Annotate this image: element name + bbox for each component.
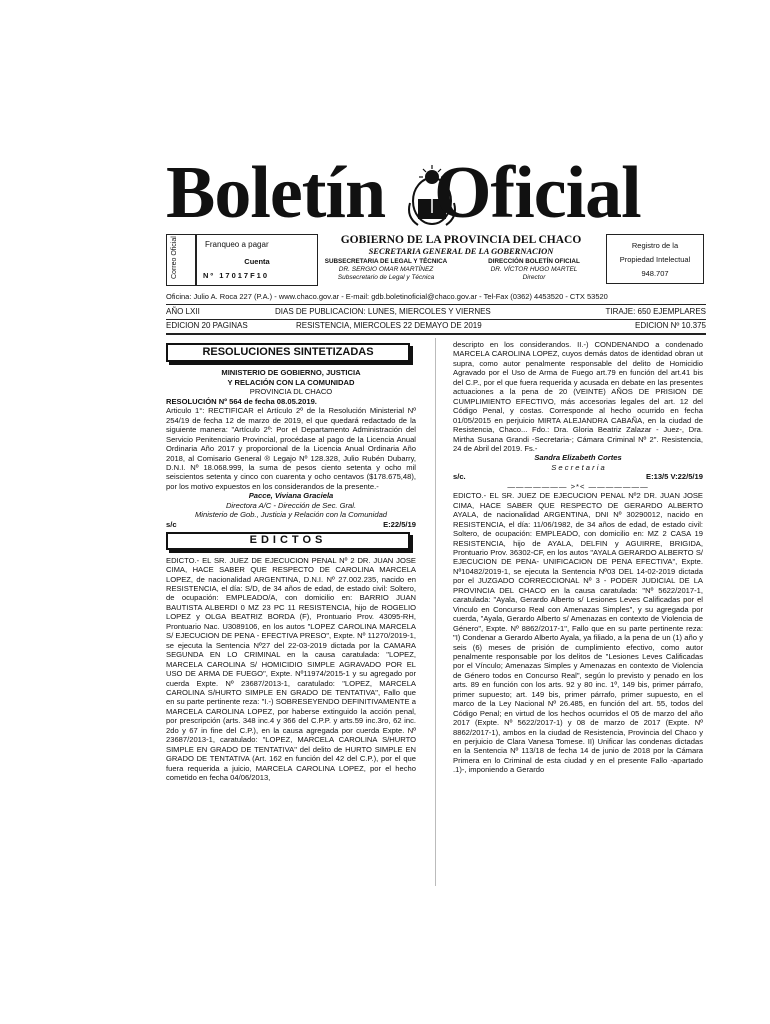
registro-line3: 948.707 [641, 269, 669, 278]
right-column [453, 340, 703, 775]
correo-oficial-label: Correo Oficial [171, 236, 178, 279]
column-separator [435, 338, 436, 886]
edicto-continuation: descripto en los considerandos. II.-) CONDENANDO a condenado MARCELA CAROLINA LOPEZ, cuyos demás datos de identidad obran ut supra, como autor penalmente responsable del delito de Homicidio Agravado por el Uso de Arma de Fuego art.79 en función del art.41 bis del C.P., por el que fuera requerida y acusada en debate en las presentes actuaciones a la pena de 20 (VEINTE) AÑOS DE PRISION DE CUMPLIMIENTO EFECTIVO, más accesorias legales del art. 12 del Código Penal, y costas. Corresponde al hecho ocurrido en fecha 01/05/2015 en perjuicio MIRTA ALEJANDRA CABAÑA, en la ciudad de Resistencia, Chaco... Fdo.: Dra. Gloria Beatriz Zalazar - Juez-, Dra. Mirtha Susana Grandi -Secretaria-; Cámara Criminal Nº 2". Resistencia, 24 de Abril del 2019. Fs.- [453, 340, 703, 453]
print-run: TIRAJE: 650 EJEMPLARES [605, 307, 706, 316]
section-heading-resoluciones: RESOLUCIONES SINTETIZADAS [166, 343, 410, 362]
signature-ref: E:22/5/19 [383, 519, 416, 529]
registro-line2: Propiedad Intelectual [619, 255, 691, 264]
franqueo-title: Franqueo a pagar [205, 240, 269, 249]
edition-number: EDICION Nº 10.375 [635, 321, 706, 330]
signature-role: Directora A/C - Dirección de Sec. Gral. [225, 500, 357, 510]
edicto-text: EDICTO.- EL SR. JUEZ DE EJECUCION PENAL Nº2 DR. JUAN JOSE CIMA, HACE SABER QUE RESPECTO DE GERARDO ALBERTO AYALA, de nacionalidad ARGENTINA, DNI Nº 30290012, nacido en RESISTENCIA, el día: 11/06/1982, de 34 años de edad, de estado civil: Soltero, de ocupación: EMPLEADO, con domicilio en: MZ 2 CASA 19 RESISTENCIA, hijo de AYALA, DELFIN y AGUIRRE, BRIGIDA, Prontuario Prov. 36302-CF, en los autos "AYALA GERARDO ALBERTO S/ EJECUCION DE PENA- UNIFICACION DE PENA EFECTIVA", Expte. Nº10482/2019-1, se ejecuta la Sentencia Nº03 DEL 14-02-2019 dictada por el JUZGADO CORRECCIONAL Nº 3 - PODER JUDICIAL DE LA PROVINCIA DEL CHACO en la causa caratulada: "Nº 5622/2017-1, caratulada: "Ayala, Gerardo Alberto s/ Lesiones Leves Calificadas por el Vinculo en Concurso Real con Amenazas Simples", y su agregada por cuerda, "Ayala, Gerardo Alberto s/ Amenazas en contexto de Violencia de Género", Expte. Nº 8862/2017-1", Fallo que en su parte pertinente reza: "I) Condenar a Gerardo Alberto Ayala, ya filiado, a la pena de un (1) año y seis (6) meses de prisión de cumplimiento efectivo, como autor penalmente responsable por los delitos de "Lesiones Leves Calificadas por el Vínculo; Amenazas Simples y Amenazas en contexto de Violencia de Género todos en Concurso Real", según lo previsto y penado en los arts. 89 en función con los arts. 92 y 80 inc. 1º, 149 bis, primer párrafo, primer supuesto; art. 149 bis, primer párrafo, primer supuesto, en el marco de la Ley Nacional Nº 26.485, en función del art. 55, todos del Código Penal; en virtud de los hechos ocurridos el 05 de marzo del año 2017 (Expte. Nº 5622/2017-1) y 08 de marzo de 2017 (Expte. Nº 8862/2017-1), ambos en la ciudad de Resistencia, Provincia del Chaco y en perjuicio de Clara Vanesa Tomese. II) Unificar las condenas dictadas en la Sentencia Nº 113/18 de fecha 14 de junio de 2018 por la Cámara Primera en lo Criminal de esta ciudad y en el presente Fallo -apartado .1)-, imponiendo a Gerardo [453, 491, 703, 775]
left-column [166, 340, 416, 782]
signature-sc: s/c [166, 519, 177, 529]
ministry-line3: PROVINCIA DL CHACO [249, 387, 333, 397]
masthead [166, 152, 706, 235]
divider-rule [166, 319, 706, 320]
signature-name: Sandra Elizabeth Cortes [534, 453, 622, 463]
correo-oficial-box [166, 234, 196, 286]
direccion-block [464, 258, 604, 282]
office-contact-line: Oficina: Julio A. Roca 227 (P.A.) - www.chaco.gov.ar - E-mail: gdb.boletinoficial@chaco.gov.ar - Tel-Fax (0362) 4453520 - CTX 53520 [166, 292, 608, 301]
ministry-line1: MINISTERIO DE GOBIERNO, JUSTICIA [221, 368, 361, 378]
publication-days: DIAS DE PUBLICACION: LUNES, MIERCOLES Y VIERNES [275, 307, 491, 316]
masthead-word-left: Boletín [166, 152, 386, 234]
masthead-word-right: Oficial [434, 152, 641, 234]
direccion-title: DIRECCIÓN BOLETÍN OFICIAL [488, 258, 580, 265]
divider-rule [166, 333, 706, 335]
edition-date: RESISTENCIA, MIERCOLES 22 DEMAYO DE 2019 [296, 321, 482, 330]
franqueo-box [196, 234, 318, 286]
registro-line1: Registro de la [631, 241, 679, 250]
edicto-text: EDICTO.- EL SR. JUEZ DE EJECUCION PENAL Nº 2 DR. JUAN JOSE CIMA, HACE SABER QUE RESPECTO DE CAROLINA MARCELA LOPEZ, de nacionalidad ARGENTINA, D.N.I. Nº 27.002.235, nacido en RESISTENCIA, el día: S/D, de 34 años de edad, de estado civil: Soltero, de ocupación: EMPLEADO/A, con domicilio en: BARRIO JUAN BAUTISTA ALBERDI 0 MZ 23 PC 11 RESISTENCIA, hijo de ROGELIO LOPEZ y OLGA BEATRIZ BORDA (F), Prontuario Prov. 43095-RH, Prontuario Nac. U3089106, en los autos "LOPEZ CAROLINA MARCELA S/ EJECUCION DE PENA - EFECTIVA PRESO", Expte. Nº 11270/2019-1, se ejecuta la Sentencia Nº27 del 22-03-2019 dictada por la CAMARA SEGUNDA EN LO CRIMINAL en la causa caratulada: "LOPEZ, MARCELA CAROLINA S/ HOMICIDIO SIMPLE AGRAVADO POR EL USO DE ARMA DE FUEGO", Expte. Nº11974/2015-1 y su agregado por cuerda Expte. Nº 23687/2013-1, caratulado: "LOPEZ, MARCELA CAROLINA S/HURTO SIMPLE EN GRADO DE TENTATIVA", Fallo que en su parte pertinente reza: "I.-) SOBRESEYENDO DEFINITIVAMENTE a MARCELA CAROLINA LOPEZ, por haberse extinguido la acción penal, por prescripción (arts. 348 inc.4 y 366 del C.P.P. y arts.59 inc.3ro, 62 inc. 2do y 67 in fine del C.P.), en la causa agregada por cuerda Expte. Nº 23687/2013-1, caratulado: "LOPEZ, MARCELA CAROLINA S/HURTO SIMPLE EN GRADO DE TENTATIVA" del delito de HURTO SIMPLE EN GRADO DE TENTATIVA (Art. 162 en función del 42 del C.P.), por el que fuera requerida a juicio, MARCELA CAROLINA LOPEZ, por el hecho cometido en fecha 04/06/2013, [166, 555, 416, 783]
signature-role: S e c r e t a r i a [551, 462, 605, 472]
government-header [316, 234, 606, 286]
registro-box [606, 234, 704, 284]
direccion-name: DR. VÍCTOR HUGO MARTEL [490, 266, 578, 273]
ministry-line2: Y RELACIÓN CON LA COMUNIDAD [227, 377, 355, 387]
header-info-strip [166, 234, 706, 288]
year-label: AÑO LXII [166, 307, 200, 316]
signature-ministry: Ministerio de Gob., Justicia y Relación con la Comunidad [194, 510, 388, 520]
section-divider: ——————— >*< ——————— [507, 481, 649, 491]
signature-sc: s/c. [453, 472, 466, 482]
section-heading-edictos: EDICTOS [166, 532, 410, 549]
page-count: EDICION 20 PAGINAS [166, 321, 248, 330]
signature-ref: E:13/5 V:22/5/19 [646, 472, 703, 482]
resolution-title: RESOLUCIÓN Nº 564 de fecha 08.05.2019. [166, 396, 317, 406]
direccion-role: Director [522, 274, 546, 281]
franqueo-cuenta: Cuenta [244, 257, 270, 266]
signature-name: Pacce, Viviana Graciela [248, 491, 334, 501]
divider-rule [166, 304, 706, 305]
government-title: GOBIERNO DE LA PROVINCIA DEL CHACO [340, 234, 582, 246]
franqueo-numero: Nº 17017F10 [203, 271, 270, 280]
government-subtitle: SECRETARIA GENERAL DE LA GOBERNACION [368, 246, 554, 256]
resolution-text: Articulo 1°: RECTIFICAR el Artículo 2º de la Resolución Ministerial Nº 254/19 de fecha 12 de marzo de 2019, el que quedará redactado de la siguiente manera: "Artículo 2º: Por el Departamento Administración del Servicio Penitenciario Provincial, procédase al pago de la Licencia Anual Ordinaria Año 2017 y proporcional de la Licencia Anual Ordinaria Año 2018, al Comisario General ® Legajo Nº 128.328, Julio Rubén Dubarry, D.N.I. Nº 18.068.999, la suma de pesos ciento setenta y ocho mil seiscientos setenta y cinco con cuarenta y ocho centavos ($178.675,48), por los motivo expuestos en los considerandos de la presente.- [166, 406, 416, 491]
subsecretaria-block [316, 258, 456, 282]
subsecretaria-name: DR. SERGIO OMAR MARTÍNEZ [338, 266, 434, 273]
subsecretaria-title: SUBSECRETARIA DE LEGAL Y TÉCNICA [324, 258, 448, 265]
subsecretaria-role: Subsecretario de Legal y Técnica [337, 274, 435, 281]
